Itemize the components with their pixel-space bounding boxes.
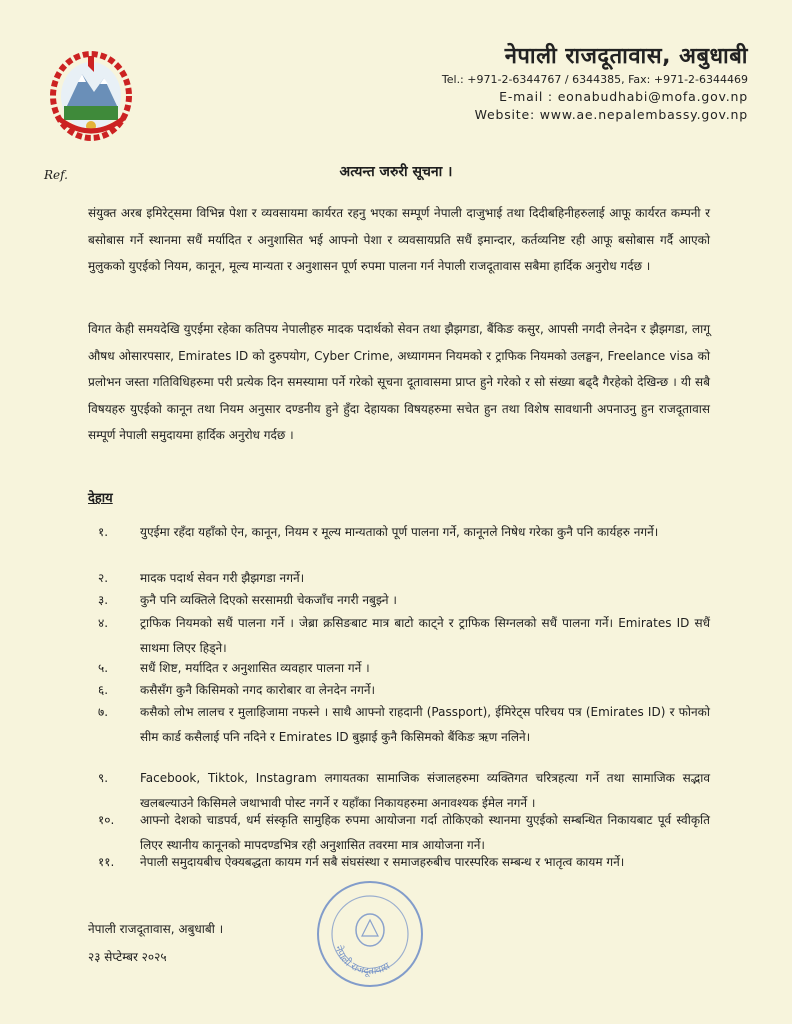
list-heading: देहाय bbox=[88, 491, 113, 506]
contact-tel: Tel.: +971-2-6344767 / 6344385, Fax: +971-2-6344469 bbox=[441, 73, 748, 86]
item-text: Facebook, Tiktok, Instagram लगायतका सामाजिक संजालहरुमा व्यक्तिगत चरित्रहत्या गर्ने तथा सामाजिक सद्भाव खलबल्याउने किसिमले जथाभावी पोस्ट नगर्ने र यहाँका निकायहरुमा अनावश्यक ईमेल नगर्ने । bbox=[140, 771, 710, 810]
item-text: कसैसँग कुनै किसिमको नगद कारोबार वा लेनदेन नगर्ने। bbox=[140, 683, 376, 697]
intro-paragraph: संयुक्त अरब इमिरेट्समा विभिन्न पेशा र व्यवसायमा कार्यरत रहनु भएका सम्पूर्ण नेपाली दाजुभाई तथा दिदीबहिनीहरुलाई आफू कार्यरत कम्पनी र बसोबास गर्ने स्थानमा सधैं मर्यादित र अनुशासित भई आफ्नो पेशा र व्यवसायप्रति सधैं इमान्दार, कर्तव्यनिष्ट रही आफू बसोबास गर्दै आएको मुलुकको युएईको नियम, कानून, मूल्य मान्यता र अनुशासन पूर्ण रुपमा पालना गर्न नेपाली राजदूतावास सबैमा हार्दिक अनुरोध गर्दछ । bbox=[88, 206, 710, 273]
ref-label: Ref. bbox=[44, 168, 68, 182]
item-text: मादक पदार्थ सेवन गरी झैझगडा नगर्ने। bbox=[140, 571, 305, 585]
svg-text:नेपाली राजदूतावास bbox=[332, 944, 392, 977]
item-text: कसैको लोभ लालच र मुलाहिजामा नफस्ने । साथै आफ्नो राहदानी (Passport), ईमिरेट्स परिचय पत्र (Emirates ID) र फोनको सीम कार्ड कसैलाई पनि नदिने र Emirates ID बुझाई कुनै किसिमको बैंकिङ ऋण नलिने। bbox=[140, 705, 710, 744]
item-text: नेपाली समुदायबीच ऐक्यबद्धता कायम गर्न सबै संघसंस्था र समाजहरुबीच पारस्परिक सम्बन्ध र भातृत्व कायम गर्ने। bbox=[140, 855, 625, 869]
nepal-emblem-icon bbox=[48, 48, 134, 142]
item-number: २. bbox=[98, 571, 109, 585]
item-number: १०. bbox=[98, 813, 115, 827]
item-number: ३. bbox=[98, 593, 109, 607]
item-text: कुनै पनि व्यक्तिले दिएको सरसामग्री चेकजाँच नगरी नबुझ्ने । bbox=[140, 593, 397, 607]
contact-website[interactable]: Website: www.ae.nepalembassy.gov.np bbox=[474, 107, 748, 122]
signature-office: नेपाली राजदूतावास, अबुधाबी । bbox=[88, 922, 224, 936]
contact-email[interactable]: E-mail : eonabudhabi@mofa.gov.np bbox=[499, 89, 748, 104]
item-text: आफ्नो देशको चाडपर्व, धर्म संस्कृति सामुहिक रुपमा आयोजना गर्दा तोकिएको स्थानमा युएईको सम्बन्धित निकायबाट पूर्व स्वीकृति लिएर स्थानीय कानूनको मापदण्डभित्र रही अनुशासित तवरमा मात्र आयोजना गर्ने। bbox=[140, 813, 710, 852]
embassy-name: नेपाली राजदूतावास, अबुधाबी bbox=[504, 44, 748, 69]
item-number: ४. bbox=[98, 616, 109, 630]
item-number: ६. bbox=[98, 683, 109, 697]
embassy-seal-icon bbox=[314, 878, 426, 990]
notice-title: अत्यन्त जरुरी सूचना । bbox=[339, 164, 453, 180]
letterhead bbox=[442, 40, 748, 122]
item-number: ९. bbox=[98, 771, 109, 785]
warning-paragraph: विगत केही समयदेखि युएईमा रहेका कतिपय नेपालीहरु मादक पदार्थको सेवन तथा झैझगडा, बैंकिङ कसुर, आपसी नगदी लेनदेन र झैझगडा, लागू औषध ओसारपसार, Emirates ID को दुरुपयोग, Cyber Crime, अध्यागमन नियमको र ट्राफिक नियमको उलङ्घन, Freelance visa को प्रलोभन जस्ता गतिविधिहरुमा परी प्रत्येक दिन समस्यामा पर्ने गरेको सूचना दूतावासमा प्राप्त हुने गरेको र सो संख्या बढ्दै गैरहेको देखिन्छ । यी सबै विषयहरु युएईको कानून तथा नियम अनुसार दण्डनीय हुने हुँदा देहायका विषयहरुमा सचेत हुन तथा विशेष सावधानी अपनाउनु हुन राजदूतावास सम्पूर्ण नेपाली समुदायमा हार्दिक अनुरोध गर्दछ । bbox=[88, 322, 710, 442]
item-text: ट्राफिक नियमको सधैं पालना गर्ने । जेब्रा क्रसिङबाट मात्र बाटो काट्ने र ट्राफिक सिग्नलको सधैं पालना गर्ने। Emirates ID सधैं साथमा लिएर हिड्ने। bbox=[140, 616, 710, 655]
item-number: ११. bbox=[98, 855, 115, 869]
item-number: ७. bbox=[98, 705, 109, 719]
signature-date: २३ सेप्टेम्बर २०२५ bbox=[88, 950, 167, 964]
item-text: सधैं शिष्ट, मर्यादित र अनुशासित व्यवहार पालना गर्ने । bbox=[140, 661, 370, 675]
item-text: युएईमा रहँदा यहाँको ऐन, कानून, नियम र मूल्य मान्यताको पूर्ण पालना गर्ने, कानूनले निषेध गरेका कुनै पनि कार्यहरु नगर्ने। bbox=[140, 525, 659, 539]
seal-text: नेपाली राजदूतावास bbox=[332, 944, 392, 978]
item-number: १. bbox=[98, 525, 109, 539]
item-number: ५. bbox=[98, 661, 109, 675]
